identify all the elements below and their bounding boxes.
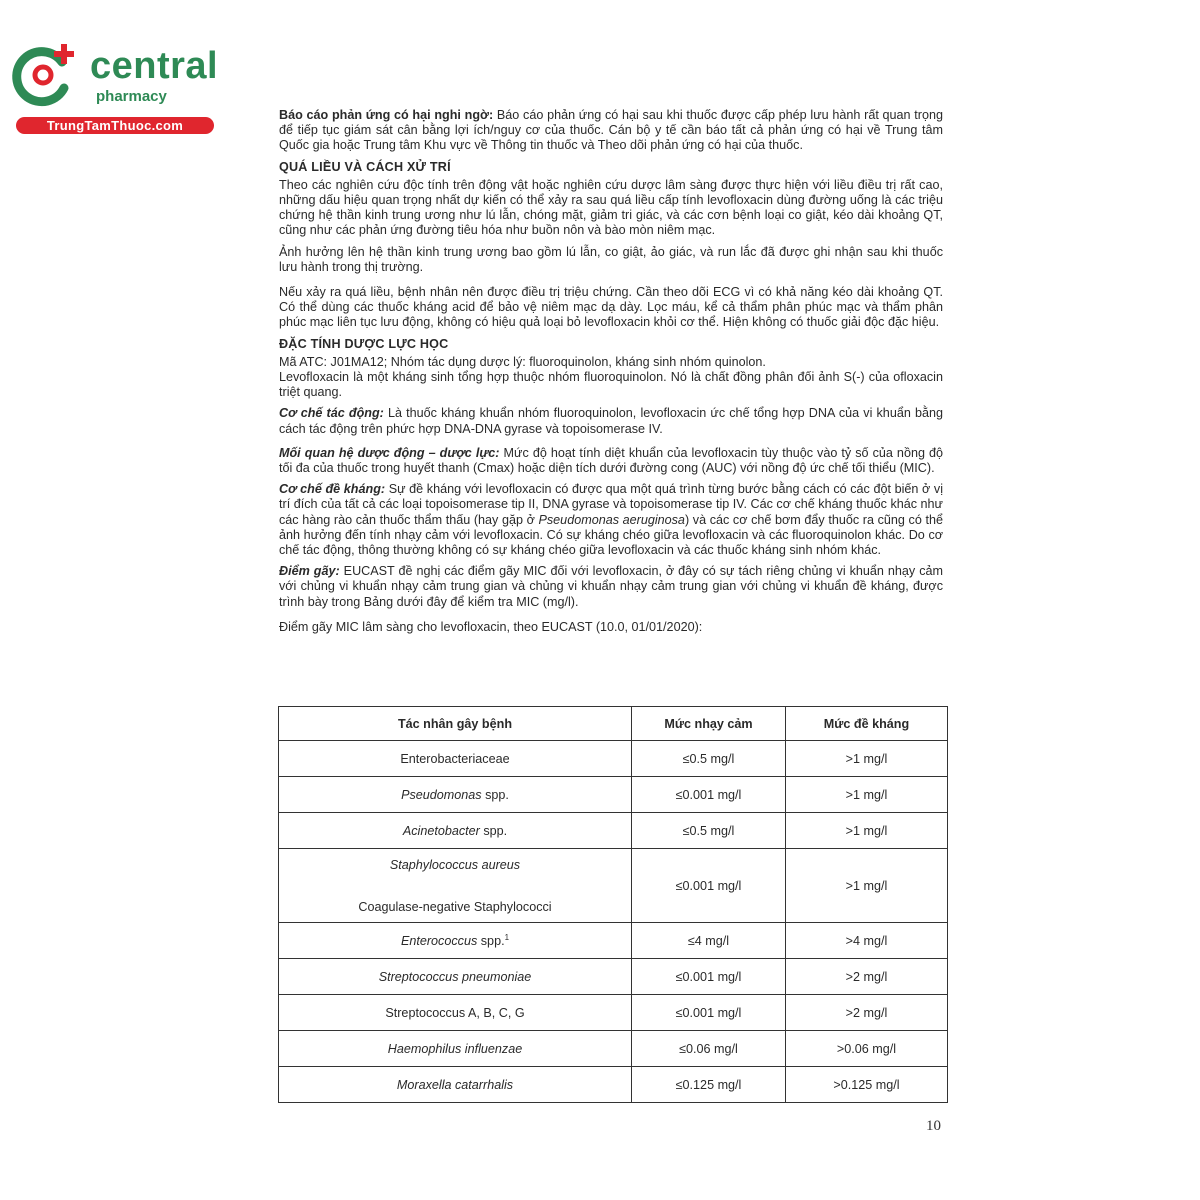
susceptible-cell: ≤0.001 mg/l (632, 995, 786, 1031)
footnote-marker: 1 (504, 932, 510, 942)
pathogen-name: Enterococcus (400, 934, 478, 949)
table-row (279, 1031, 948, 1067)
breakpoint-lead: Điểm gãy: (279, 564, 340, 579)
resistance-text-2: ) và các cơ chế bơm đẩy thuốc ra cũng có thể ảnh hưởng đến tính nhạy cảm với levofloxacin. Có sự kháng chéo giữa levofloxacin và các fluoroquinolon khác. Do cơ chế tác động, thông thường không có sự kháng chéo giữa levofloxacin và các thuốc kháng sinh nhóm khác. (279, 512, 943, 558)
overdose-paragraph-3: Nếu xảy ra quá liều, bệnh nhân nên được điều trị triệu chứng. Cần theo dõi ECG vì có khả năng kéo dài khoảng QT. Có thể dùng các thuốc kháng acid để bảo vệ niêm mạc dạ dày. Lọc máu, kể cả thẩm phân phúc mạc và thẩm phân phúc mạc liên tục lưu động, không có hiệu quả loại bỏ levofloxacin khỏi cơ thể. Hiện không có thuốc giải độc đặc hiệu. (279, 285, 943, 330)
overdose-paragraph-1: Theo các nghiên cứu độc tính trên động vật hoặc nghiên cứu dược lâm sàng được thực hiện với liều điều trị rất cao, những dấu hiệu quan trọng nhất dự kiến có thể xảy ra sau quá liều cấp tính levofloxacin dùng đường uống là các triệu chứng hệ thần kinh trung ương như lú lẫn, chóng mặt, giảm tri giác, và các cơn bệnh loại co giật, kéo dài khoảng QT, cũng như các phản ứng đường tiêu hóa như buồn nôn và bào mòn niêm mạc. (279, 177, 943, 238)
pathogen-name: Acinetobacter (402, 823, 480, 838)
pathogen-suffix: spp. (477, 934, 505, 949)
logo-brand-name: central (90, 45, 219, 87)
pathogen-cell (279, 1031, 632, 1067)
page-number: 10 (926, 1118, 941, 1134)
mechanism-text: Là thuốc kháng khuẩn nhóm fluoroquinolon, levofloxacin ức chế tổng hợp DNA của vi khuẩn bằng cách tác động trên phức hợp DNA-DNA gyrase và topoisomerase IV. (279, 406, 943, 436)
breakpoint-text: EUCAST đề nghị các điểm gãy MIC đối với levofloxacin, ở đây có sự tách riêng chủng vi khuẩn nhạy cảm với chủng vi khuẩn nhạy cảm trung gian và chủng vi khuẩn nhạy cảm trung gian với chủng vi khuẩn đề kháng, được trình bày trong Bảng dưới đây để kiểm tra MIC (mg/l). (279, 564, 943, 609)
pathogen-suffix: spp. (481, 787, 509, 802)
resistance-organism: Pseudomonas aeruginosa (538, 512, 685, 527)
resistant-cell: >1 mg/l (786, 741, 948, 777)
susceptible-cell: ≤0.5 mg/l (632, 741, 786, 777)
resistant-cell: >2 mg/l (786, 995, 948, 1031)
mechanism-lead: Cơ chế tác động: (279, 406, 384, 421)
header-susceptible: Mức nhạy cảm (632, 707, 786, 741)
table-header-row (279, 707, 948, 741)
pkpd-text: Mức độ hoạt tính diệt khuẩn của levofloxacin tùy thuộc vào tỷ số của nồng độ tối đa của thuốc trong huyết thanh (Cmax) hoặc diện tích dưới đường cong (AUC) với nồng độ ức chế tối thiểu (MIC). (279, 445, 944, 476)
pathogen-name: Streptococcus pneumoniae (378, 969, 532, 984)
resistant-cell: >1 mg/l (786, 849, 948, 923)
resistant-cell: >4 mg/l (786, 923, 948, 959)
resistance-lead: Cơ chế đề kháng: (279, 482, 386, 497)
atc-code: Mã ATC: J01MA12; Nhóm tác dụng dược lý: fluoroquinolon, kháng sinh nhóm quinolon. (279, 354, 766, 369)
header-pathogen: Tác nhân gây bệnh (279, 707, 632, 741)
susceptible-cell: ≤0.5 mg/l (632, 813, 786, 849)
susceptible-cell: ≤0.06 mg/l (632, 1031, 786, 1067)
pathogen-suffix: spp. (479, 823, 508, 838)
report-lead: Báo cáo phản ứng có hại nghi ngờ: (279, 108, 494, 122)
pathogen-cell (279, 1067, 632, 1103)
resistant-cell: >0.125 mg/l (786, 1067, 948, 1103)
table-row (279, 995, 948, 1031)
resistance-paragraph (279, 482, 943, 558)
table-row (279, 1067, 948, 1103)
susceptible-cell: ≤0.001 mg/l (632, 849, 786, 923)
resistance-text-1: Sự đề kháng với levofloxacin có được qua một quá trình từng bước bằng cách có các đột biến ở vị trí đích của tất cả các loại topoisomerase tip II, DNA gyrase và topoisomerase tip IV. Các cơ chế kháng thuốc khác như các hàng rào cản thuốc thẩm thấu (hay gặp ở (279, 482, 943, 527)
resistant-cell: >1 mg/l (786, 777, 948, 813)
pkpd-paragraph (279, 446, 943, 476)
susceptible-cell: ≤0.001 mg/l (632, 959, 786, 995)
logo-brand-sub: pharmacy (96, 88, 167, 105)
logo-site-link[interactable]: TrungTamThuoc.com (16, 117, 214, 134)
table-row (279, 813, 948, 849)
levofloxacin-description: Levofloxacin là một kháng sinh tổng hợp thuộc nhóm fluoroquinolon. Nó là chất đồng phân đối ảnh S(-) của ofloxacin triệt quang. (279, 370, 943, 400)
resistant-cell: >1 mg/l (786, 813, 948, 849)
mic-breakpoint-table (278, 706, 948, 1103)
pathogen-cell: Enterobacteriaceae (279, 741, 632, 777)
pathogen-cell: Streptococcus A, B, C, G (279, 995, 632, 1031)
pkpd-lead: Mối quan hệ dược động – dược lực: (279, 445, 500, 460)
table-row (279, 849, 948, 923)
pathogen-cell (279, 923, 632, 959)
overdose-paragraph-2: Ảnh hưởng lên hệ thần kinh trung ương bao gồm lú lẫn, co giật, ảo giác, và run lắc đã được ghi nhận sau khi thuốc lưu hành trong thị trường. (279, 244, 943, 274)
breakpoint-paragraph (279, 564, 943, 610)
resistant-cell: >0.06 mg/l (786, 1031, 948, 1067)
resistant-cell: >2 mg/l (786, 959, 948, 995)
table-row (279, 741, 948, 777)
pathogen-name: Staphylococcus aureus (389, 857, 521, 872)
table-intro: Điểm gãy MIC lâm sàng cho levofloxacin, theo EUCAST (10.0, 01/01/2020): (279, 619, 703, 634)
pathogen-name-2: Coagulase-negative Staphylococci (358, 899, 552, 914)
pathogen-cell (279, 813, 632, 849)
pathogen-name: Haemophilus influenzae (387, 1041, 523, 1056)
report-text: Báo cáo phản ứng có hại sau khi thuốc được cấp phép lưu hành rất quan trọng để tiếp tục giám sát cân bằng lợi ích/nguy cơ của thuốc. Cán bộ y tế cần báo tất cả phản ứng có hại về Trung tâm Quốc gia hoặc Trung tâm Khu vực về Thông tin thuốc và Theo dõi phản ứng có hại của thuốc. (279, 108, 943, 153)
mechanism-paragraph (279, 406, 943, 436)
susceptible-cell: ≤0.125 mg/l (632, 1067, 786, 1103)
pathogen-cell (279, 849, 632, 923)
pathogen-cell (279, 777, 632, 813)
pathogen-name: Moraxella catarrhalis (396, 1077, 514, 1092)
susceptible-cell: ≤0.001 mg/l (632, 777, 786, 813)
overdose-heading: QUÁ LIỀU VÀ CÁCH XỬ TRÍ (279, 159, 451, 174)
table-row (279, 923, 948, 959)
pathogen-name: Pseudomonas (401, 787, 482, 802)
header-resistant: Mức đề kháng (786, 707, 948, 741)
table-row (279, 777, 948, 813)
cross-c-logo-icon (10, 40, 80, 110)
report-paragraph (279, 108, 943, 154)
document-body (279, 108, 943, 641)
susceptible-cell: ≤4 mg/l (632, 923, 786, 959)
pathogen-cell (279, 959, 632, 995)
central-pharmacy-logo[interactable] (10, 38, 219, 138)
table-row (279, 959, 948, 995)
pharmacodynamics-heading: ĐẶC TÍNH DƯỢC LỰC HỌC (279, 336, 449, 351)
